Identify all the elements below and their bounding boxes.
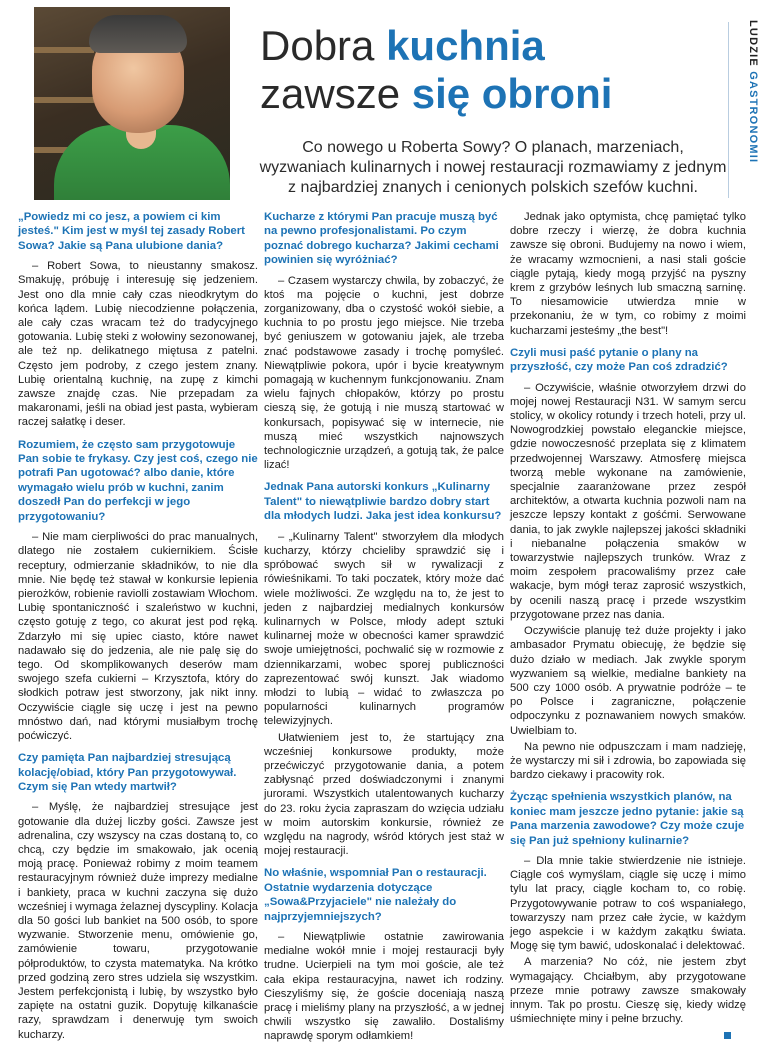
interview-answer: – Robert Sowa, to nieustanny smakosz. Smakuję, próbuję i interesuję się jedzeniem. Jest ono dla mnie cały czas nieodkrytym do końca lądem. Lubię niecodzienne połączenia, ale cały czas wracam też do tradycyjnego gotowania. Lubię steki z wołowiny sezonowanej, ale też np. delikatnego miętusa z patelni. Często jem podroby, z czego jestem znany. Lubię orientalną kuchnię, na zupę z kimchi zawsze znajdę czas. Nie przepadam za makaronami, jeśli na obiad jest pasta, wybieram raczej sałatkę i deser. [18,260,258,429]
section-divider [728,22,729,198]
interview-answer: – Czasem wystarczy chwila, by zobaczyć, że ktoś ma pojęcie o kuchni, jest dobrze zorganizowany, dba o czystość wokół siebie, a kuchnia to po prostu jego miejsce. Nie trzeba być geniuszem w gotowaniu jajek, ale trzeba znać podstawowe zasady i trochę pomyśleć. Niewątpliwie pokora, upór i bycie kreatywnym pomagają w kuchennym funkcjonowaniu. Znam wielu fajnych chłopaków, którzy po prostu cieszą się, że gotują i nie muszą startować w konkursach, popisywać się w internecie, nie muszą mieć wszystkich najnowszych technologicznie urządzeń, a gotują tak, że palce lizać! [264,274,504,472]
interview-answer: Jednak jako optymista, chcę pamiętać tylko dobre rzeczy i wierzę, że dobra kuchnia zawsze się obroni. Budujemy na nowo i wiem, że wracamy wzmocnieni, a nasi stali goście ciągle pytają, kiedy mogą przyjść na pyszny krem z grzybów leśnych lub smaczną sarninę. To niesamowicie utwierdza mnie w przekonaniu, że w tym, co robimy z moimi kucharzami jesteśmy „the best"! [510,211,746,337]
interview-question: Życząc spełnienia wszystkich planów, na koniec mam jeszcze jedno pytanie: jakie są Pana marzenia zawodowe? Czy może czuje się Pan już spełniony kulinarnie? [510,791,745,847]
end-of-article-mark [724,1032,731,1039]
article-column-1 [18,210,258,1044]
interview-question: No właśnie, wspomniał Pan o restauracji. Ostatnie wydarzenia dotyczące „Sowa&Przyjaciele" nie należały do najprzyjemniejszych? [264,867,487,923]
interview-question: Jednak Pana autorski konkurs „Kulinarny Talent" to niewątpliwie bardzo dobry start dla młodych ludzi. Jaka jest idea konkursu? [264,481,502,523]
interview-answer: – Myślę, że najbardziej stresujące jest gotowanie dla dużej liczby gości. Zawsze jest adrenalina, czy wszyscy na czas dostaną to, co chcą, czy będzie im smakowało, jak ocenią moją pracę. Ponieważ robimy z moim teamem restauracyjnym również duże imprezy medialne i bankiety, praca w kuchni zaczyna się dużo wcześniej i wymaga żelaznej dyscypliny. Kolacja dla 50 gości lub bankiet na 500 osób, to spore wyzwanie. Stworzenie menu, omówienie go, zamówienie towaru, przygotowanie półproduktów, to czysta matematyka. Na krótko przed godziną zero stres udziela się wszystkim. Jestem perfekcjonistą i lubię, by wszystko było zapięte na ostatni guzik. Dopytuję kilkanaście razy, sprawdzam i denerwuję tym swoich kucharzy. [18,801,258,1041]
interview-question: Czy pamięta Pan najbardziej stresującą kolację/obiad, który Pan przygotowywał. Czym się Pan wtedy martwił? [18,752,237,793]
article-column-2 [264,210,504,1046]
interview-answer: Ułatwieniem jest to, że startujący zna wcześniej konkursowe produkty, może przećwiczyć przygotowanie dania, a potem zabłysnąć przed doświadczonymi i znanymi jurorami. Wszystkich utalentowanych kucharzy do 23. roku życia zapraszam do wzięcia udziału w moim autorskim konkursie, również ze względu na nagrody, wśród których jest staż w mojej restauracji. [264,731,504,858]
interview-question: Kucharze z którymi Pan pracuje muszą być na pewno profesjonalistami. Po czym poznać dobrego kucharza? Jakimi cechami powinien się wyróżniać? [264,211,499,267]
chef-photo [34,7,230,200]
interview-question: Czyli musi paść pytanie o plany na przyszłość, czy może Pan coś zdradzić? [510,346,728,374]
article-lead: Co nowego u Roberta Sowy? O planach, marzeniach, wyzwaniach kulinarnych i nowej restauracji rozmawiamy z jednym z najbardziej znanych i cenionych polskich szefów kuchni. [259,139,727,196]
interview-question: „Powiedz mi co jesz, a powiem ci kim jesteś." Kim jest w myśl tej zasady Robert Sowa? Jakie są Pana ulubione dania? [18,211,245,252]
interview-answer: – Nie mam cierpliwości do prac manualnych, dlatego nie zostałem cukiernikiem. Ścisłe receptury, odmierzanie składników, to nie dla mnie. Nie będę też stawał w konkursie lepienia pierożków, robienie raviolli zostawiam Włochom. Lubię spontaniczność i szaleństwo w kuchni, często gotuję z tego, co akurat jest pod ręką. Zdarzyło mi się upiec ciasto, które nawet nadawało się do jedzenia, ale nie palę się do tego. Od skomplikowanych deserów mam swojego szefa cukierni – Krzysztofa, który do słodkich potraw jest stworzony, jak nikt inny. Oczywiście ciągle się uczę i jest na pewno mnóstwo dań, nad którymi musiałbym trochę poćwiczyć. [18,531,258,742]
article-column-3 [510,210,746,1028]
article-title: Dobra kuchnia zawsze się obroni [260,22,613,117]
interview-answer: – Dla mnie takie stwierdzenie nie istnieje. Ciągle coś wymyślam, ciągle się uczę i mimo tylu lat pracy, ciągle kocham to, co robię. Przygotowywanie potraw to coś wspaniałego, towarzyszy nam przez całe życie, w każdym jego aspekcie i w każdym zakątku świata. Mogę się tym bawić, udoskonalać i delektować. [510,854,746,953]
interview-question: Rozumiem, że często sam przygotowuje Pan sobie te frykasy. Czy jest coś, czego nie potrafi Pan ugotować? albo danie, które wymagało wielu prób w kuchni, zanim doszedł Pan do perfekcji w jego przygotowaniu? [18,438,258,523]
interview-answer: Oczywiście planuję też duże projekty i jako ambasador Prymatu obiecuję, że będzie się dużo działo w mediach. Jak zwykle sporym wyzwaniem są wielkie, medialne bankiety na 500 czy 1000 osób. A prywatnie podróże – te po Polsce i zagraniczne, połączenie odpoczynku z poznawaniem nowych smaków. Uwielbiam to. [510,625,746,737]
interview-answer: A marzenia? No cóż, nie jestem zbyt wymagający. Chciałbym, aby przygotowane przeze mnie potrawy zawsze smakowały innym. Tak po prostu. Cieszę się, kiedy widzę uśmiechnięte miny i pełne brzuchy. [510,956,746,1026]
interview-answer: Na pewno nie odpuszczam i mam nadzieję, że wystarczy mi sił i zdrowia, bo zapowiada się bardzo ciekawy i pracowity rok. [510,740,746,782]
section-tab: LUDZIE GASTRONOMII [747,20,759,164]
interview-answer: – Niewątpliwie ostatnie zawirowania medialne wokół mnie i mojej restauracji były trudne. Ucierpieli na tym moi goście, ale też cała ekipa restauracyjna, nawet ich rodziny. Cieszyliśmy się, że goście doceniają naszą pracę i mieliśmy plany na przyszłość, a w jednej chwili wszystko się zawaliło. Dostaliśmy naprawdę sporym odłamkiem! [264,930,504,1043]
interview-answer: – „Kulinarny Talent" stworzyłem dla młodych kucharzy, którzy chcieliby sprawdzić się i spróbować swych sił w rywalizacji z rówieśnikami. To taki poczatek, który może dać wiele możliwości. Ze względu na to, że jest to jeden z najbardziej medialnych konkursów kulinarnych w Polsce, młody adept sztuki kulinarnej może w obecności kamer sprawdzić swoje umiejętności, pochwalić się w rozmowie z dziennikarzami, wobec sporej publiczności zaprezentować swój kunszt. Jak wiadomo młodzi to lubią – widać to zwłaszcza po popularności kulinarnych programów telewizyjnych. [264,530,504,728]
interview-answer: – Oczywiście, właśnie otworzyłem drzwi do mojej nowej Restauracji N31. W samym sercu stolicy, w okolicy rotundy i trzech hoteli, przy ul. Nowogrodzkiej powstało eleganckie miejsce, gdzie nowoczesność przeplata się z klimatem przedwojennej Warszawy. Atmosferę miejsca tworzą meble wykonane na zamówienie, specjalnie zaaranżowane przez zespół architektów, a otwarta kuchnia pozwoli nam na jeszcze lepszy kontakt z gośćmi. Serwowane dania, to jak zwykle najlepszej jakości składniki i niebanalne połączenia smaków w towarzystwie najlepszych trunków. Wraz z moim zespołem pracowaliśmy przez całe wakacje, bym mógł teraz zaprosić wszystkich, by ocenili naszą pracę i przede wszystkim przygotowane przez nas dania. [510,381,746,621]
